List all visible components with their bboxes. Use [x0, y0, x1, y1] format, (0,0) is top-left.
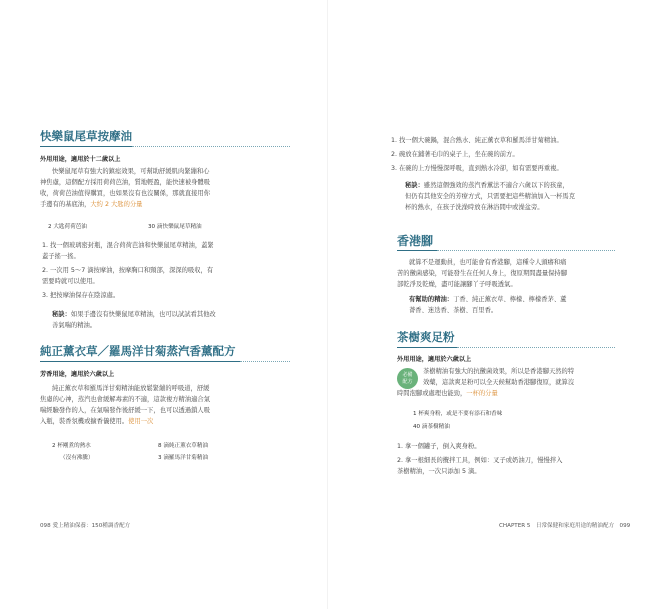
title-rule [132, 146, 290, 147]
step-item: 3. 把按摩油保存在陰涼處。 [42, 292, 120, 299]
tip-line [405, 180, 569, 191]
step-item: 蓋子搖一搖。 [42, 253, 80, 260]
title-rule [437, 250, 615, 251]
page-footer [499, 521, 630, 529]
step-item: 需要時就可以使用。 [42, 278, 99, 285]
badge-line: 必備 [402, 371, 413, 378]
paragraph-line: 就算不是運動員，也可能會有香港腳，這種令人頭癢和痛 [409, 259, 567, 266]
ingredient-item: 40 滴茶樹精油 [413, 424, 450, 430]
paragraph-line [397, 388, 498, 399]
paragraph-line [40, 416, 153, 427]
title-underline [397, 250, 437, 251]
section-title-lavender-chamomile-steam: 純正薰衣草／羅馬洋甘菊蒸汽香薰配方 [40, 344, 236, 358]
title-rule [240, 361, 290, 362]
section-title-tea-tree-foot-powder: 茶樹爽足粉 [397, 330, 455, 344]
paragraph-line: 純正薰衣草和羅馬洋甘菊精油能放鬆緊繃的呼吸道，舒緩 [52, 385, 210, 392]
usage-label: 外用用途，適用於六歲以上 [397, 356, 472, 363]
step-item: 1. 找一個玻璃密封瓶，混合荷荷芭油和快樂鼠尾草精油，蓋緊 [42, 242, 214, 249]
tip-label: 秘訣： [52, 311, 71, 318]
section-title-athletes-foot: 香港腳 [397, 234, 434, 248]
ingredient-item: 3 滴羅馬洋甘菊精油 [158, 455, 209, 461]
tip-line: 杯的熱水，在孩子洗澡時放在淋浴間中或澡盆旁。 [405, 204, 544, 211]
helpful-oils-line [409, 294, 566, 305]
page-footer: 098 愛上精油保養：150種調香配方 [40, 523, 131, 529]
section-title-clary-sage-massage-oil: 快樂鼠尾草按摩油 [40, 129, 132, 143]
usage-label: 外用用途，適用於十二歲以上 [40, 156, 121, 163]
tip-line: 善氣喘的精油。 [52, 322, 97, 329]
title-underline [397, 347, 457, 348]
title-underline [40, 146, 132, 147]
ingredient-item: 2 大匙荷荷芭油 [48, 224, 87, 230]
ingredient-item: 1 杯爽身粉，或是不要有添石和香味 [413, 411, 503, 417]
step-item: 茶樹精油，一次只添加 5 滴。 [397, 468, 481, 475]
step-item: 2. 碗放在鋪著毛巾的桌子上，坐在碗的前方。 [391, 151, 519, 158]
paragraph-line: 喘經驗發作的人，在氣喘發作後舒緩一下，也可以透過鎖人吸 [40, 407, 211, 414]
yield-highlight: 一杯的分量 [466, 390, 498, 397]
tip-text: 雖然這個強效的蒸汽香薰法不適合六歲以下的孩童， [423, 182, 569, 189]
step-item: 3. 在碗的上方慢慢深呼吸，直到熱水冷卻，如有需要再重複。 [391, 165, 563, 172]
ingredient-item: 30 滴快樂鼠尾草精油 [148, 224, 202, 230]
title-underline [40, 361, 240, 362]
paragraph-line: 部乾淨及乾燥，盡可能讓腳丫子呼吸透氣。 [397, 281, 517, 288]
tip-line [52, 309, 216, 320]
paragraph-text: 時間泡腳或處理也能勁， [397, 390, 467, 397]
tip-label: 秘訣： [405, 182, 424, 189]
ingredient-item: 8 滴純正薰衣草精油 [158, 443, 209, 449]
paragraph-line: 神焦慮，這個配方採用荷荷芭油，質地輕盈，能快速被身體吸 [40, 179, 211, 186]
step-item: 2. 一次用 5～7 滴按摩油，按摩胸口和頸部，深深的吸収，有 [42, 267, 214, 274]
paragraph-line: 茶樹精油有強大的抗黴菌效果，所以是香港腳天然的特 [423, 368, 575, 375]
yield-highlight: 大約 2 大匙的分量 [90, 201, 143, 208]
badge-line: 配方 [402, 378, 413, 385]
tip-line: 但仍有其他安全的芳療方式，只需要把這些精油加入一杯馬克 [405, 193, 576, 200]
step-item: 1. 拿一個罐子，倒入爽身粉。 [397, 443, 481, 450]
ingredient-item: 2 杯剛煮的熱水 [52, 443, 91, 449]
step-item: 2. 拿一根細長的攪拌工具，例如：叉子或奶油刀，慢慢拌入 [397, 457, 563, 464]
paragraph-text: 手邊有的基底油， [40, 201, 91, 208]
paragraph-line: 苦的黴菌感染，可能發生在任何人身上，復原期間盡量保持腳 [397, 270, 568, 277]
paragraph-line: 效藥，這款爽足粉可以全天候幫助香港腳復原，就算沒 [423, 379, 575, 386]
chapter-title: 日常保健和家庭用途的精油配方 [535, 523, 615, 529]
step-item: 1. 找一個大碗鍋，混合熱水、純正薰衣草和羅馬洋甘菊精油。 [391, 137, 563, 144]
helpful-oils-text: 丁香、純正薰衣草、檸檬、檸檬香茅、蘆 [453, 296, 567, 303]
right-page [327, 0, 655, 609]
paragraph-line [40, 199, 142, 210]
usage-label: 芳香用途，適用於六歲以上 [40, 371, 115, 378]
chapter-label: CHAPTER 5 [499, 523, 531, 529]
yield-highlight: 使用一次 [128, 418, 154, 425]
paragraph-line: 收，荷荷芭油值得購買，也如果沒有也沒關係，那就直接用你 [40, 190, 211, 197]
left-page [0, 0, 327, 609]
paragraph-text: 入瓶，裝香氛機或擴香儀使用。 [40, 418, 129, 425]
badge-text [402, 372, 412, 386]
paragraph-line: 焦慮的心神，蒸汽也會緩解毒素的不適，這款複方精油適合氣 [40, 396, 211, 403]
helpful-oils-line: 薈香、迷迭香、茶樹、百里香。 [409, 307, 498, 314]
essential-recipe-badge [397, 368, 418, 389]
paragraph-line: 快樂鼠尾草有強大的鎮痙效果，可幫助舒緩肌肉緊繃和心 [52, 168, 210, 175]
tip-text: 如果手邊沒有快樂鼠尾草精油，也可以試試看其他改 [70, 311, 216, 318]
helpful-oils-label: 有幫助的精油： [409, 296, 454, 303]
title-rule [457, 347, 615, 348]
ingredient-note: （沒有沸騰） [60, 455, 94, 461]
page-number: 099 [619, 523, 631, 529]
